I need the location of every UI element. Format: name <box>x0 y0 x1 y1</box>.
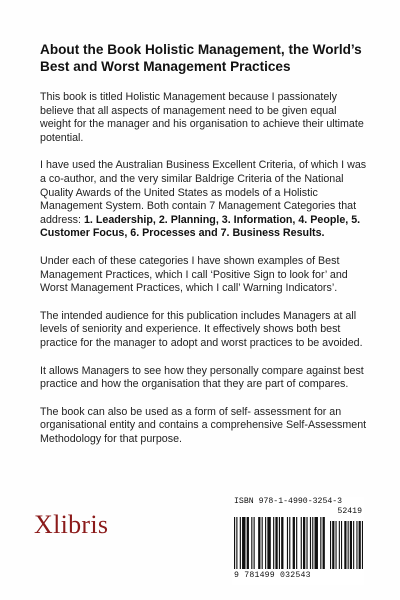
barcode-addon-bar <box>332 521 334 569</box>
barcode-bar <box>275 517 277 569</box>
paragraph-2 <box>40 159 368 241</box>
paragraph-2-text: I have used the Australian Business Excellent Criteria, of which I was a co-author, and the very similar Baldrige Criteria of the National Quality Awards of the United States as models of a Holistic Management System. Both contain 7 Management Categories that address: <box>40 159 367 226</box>
barcode-bar <box>247 517 249 569</box>
barcode-bar <box>320 517 321 569</box>
barcode-bar <box>289 517 290 569</box>
isbn-label: ISBN 978-1-4990-3254-3 <box>234 497 343 506</box>
management-categories-list: 1. Leadership, 2. Planning, 3. Information, 4. People, 5. Customer Focus, 6. Processes and 7. Business Results. <box>40 213 361 240</box>
barcode-addon-bar <box>339 521 340 569</box>
barcode-addon-bar <box>336 521 337 569</box>
barcode-bar <box>265 517 266 569</box>
barcode-bar <box>310 517 311 569</box>
paragraph-5: It allows Managers to see how they personally compare against best practice and how the organisation that they are part of compares. <box>40 364 364 391</box>
barcode-addon-number: 52419 <box>337 507 362 516</box>
barcode-bar <box>281 517 283 569</box>
barcode-bar <box>312 517 313 569</box>
barcode-bar <box>254 517 255 569</box>
barcode-bar <box>287 517 288 569</box>
barcode-bar <box>258 517 260 569</box>
barcode-bar <box>315 517 318 569</box>
cover-footer <box>0 478 400 600</box>
barcode-area <box>232 497 364 585</box>
publisher-logo: Xlibris <box>34 510 109 539</box>
barcode-addon-bar <box>330 521 331 569</box>
paragraph-3: Under each of these categories I have shown examples of Best Management Practices, which I call ‘Positive Sign to look for’ and Worst Management Practices, which I call’ Warning Indicators’. <box>40 254 348 295</box>
barcode-bar <box>323 517 325 569</box>
paragraph-4: The intended audience for this publication includes Managers at all levels of seniority and experience. It effectively shows both best practice for the manager to adopt and worst practices to be avoided. <box>40 309 363 349</box>
barcode-bar <box>273 517 274 569</box>
barcode-graphic <box>232 517 364 571</box>
barcode-addon-bar <box>341 521 342 569</box>
barcode-bar <box>296 517 297 569</box>
barcode-bar <box>301 517 302 569</box>
barcode-bar <box>306 517 307 569</box>
blurb-heading: About the Book Holistic Management, the World’s Best and Worst Management Practices <box>40 42 362 74</box>
paragraph-6: The book can also be used as a form of self- assessment for an organisational entity and contains a comprehensive Self-Assessment Methodology for that purpose. <box>40 405 367 445</box>
barcode-bar <box>267 517 270 569</box>
barcode-bar <box>234 517 235 569</box>
barcode-bar <box>242 517 245 569</box>
barcode-addon-bar <box>348 521 349 569</box>
barcode-bar <box>236 517 237 569</box>
barcode-bar <box>293 517 295 569</box>
barcode-bar <box>240 517 241 569</box>
barcode-bar <box>262 517 263 569</box>
barcode-addon-bar <box>359 521 361 569</box>
ean-number: 9 781499 032543 <box>234 571 311 580</box>
barcode-bar <box>251 517 252 569</box>
barcode-bar <box>279 517 280 569</box>
barcode-addon-bar <box>362 521 363 569</box>
barcode-addon-bar <box>344 521 346 569</box>
barcode-addon-bar <box>350 521 352 569</box>
paragraph-1: This book is titled Holistic Management because I passionately believe that all aspects of management need to be given equal weight for the manager and his organisation to achieve their ultimate potential. <box>40 91 364 144</box>
barcode-bar <box>303 517 305 569</box>
cover-text <box>40 41 368 460</box>
barcode-addon-bar <box>353 521 354 569</box>
barcode-addon-bar <box>356 521 357 569</box>
